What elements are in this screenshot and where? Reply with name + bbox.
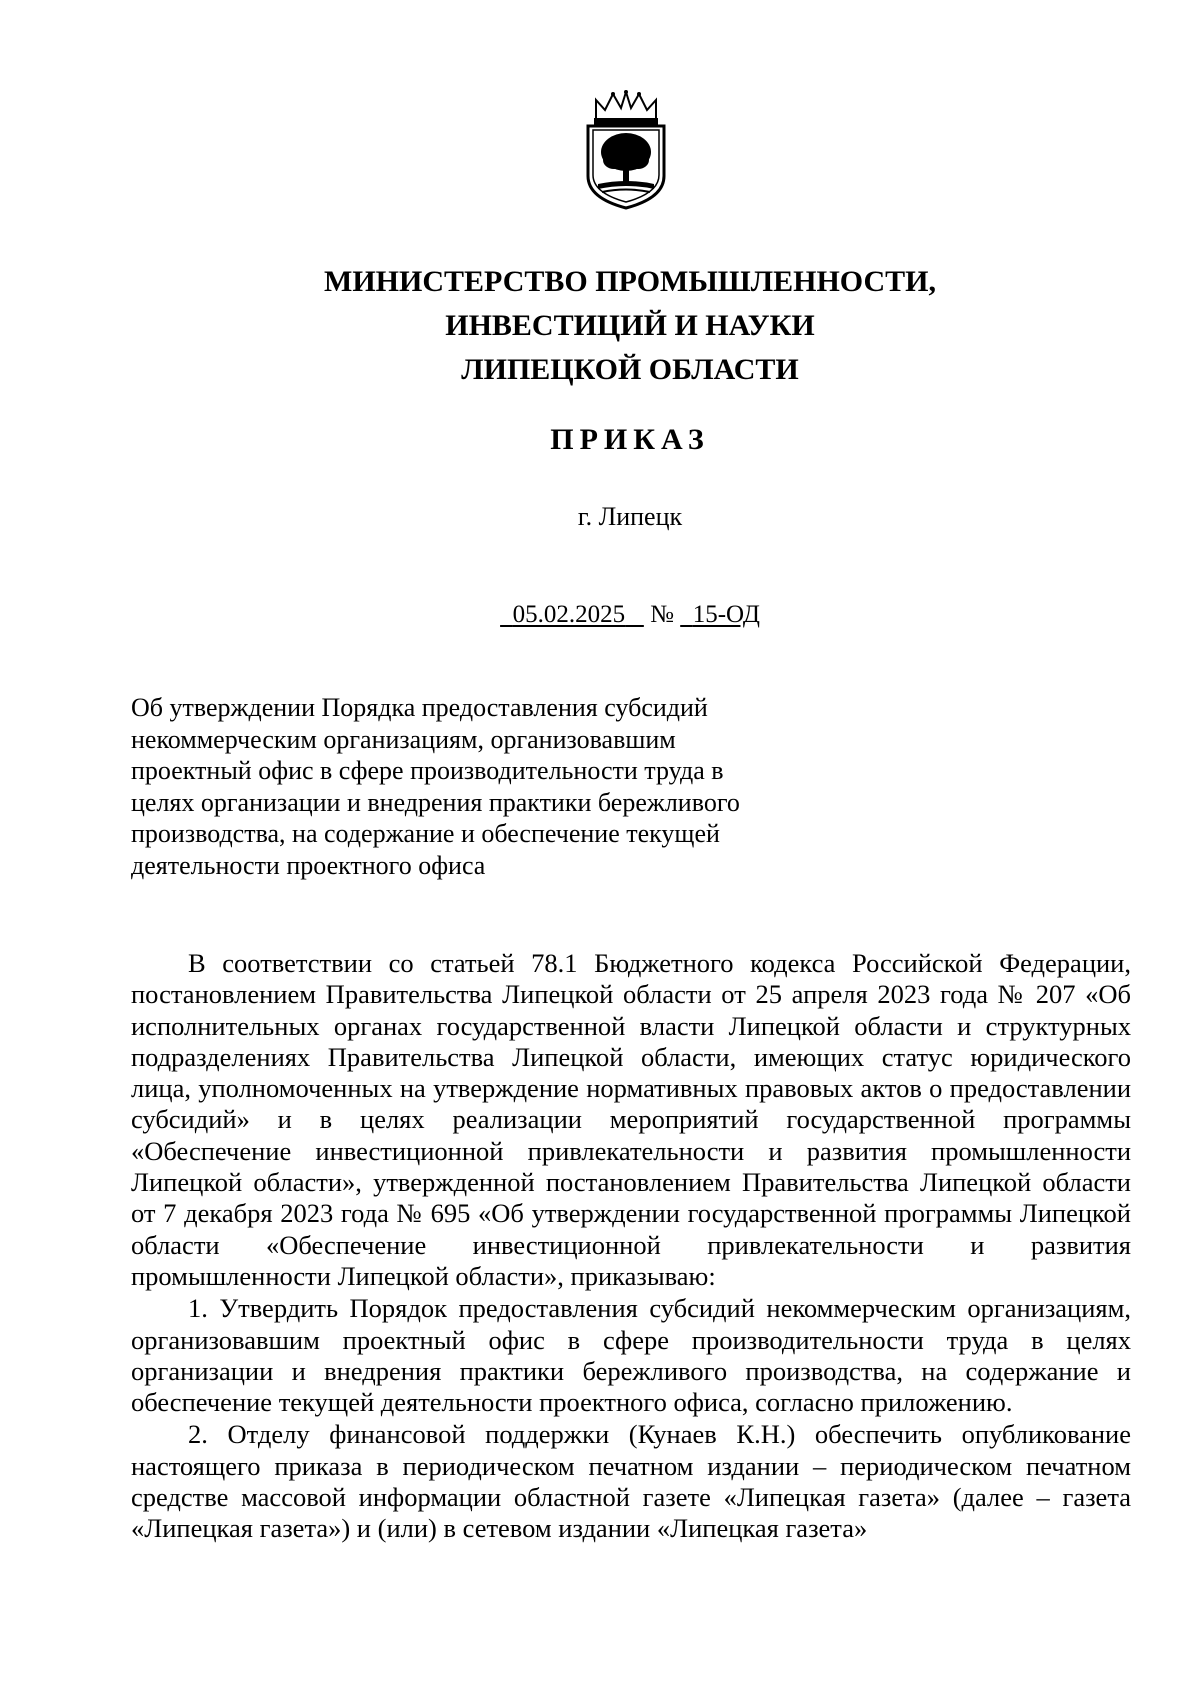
ministry-line-3: ЛИПЕЦКОЙ ОБЛАСТИ xyxy=(461,353,799,386)
ministry-line-1: МИНИСТЕРСТВО ПРОМЫШЛЕННОСТИ, xyxy=(324,265,936,298)
order-body xyxy=(131,948,1131,1545)
coat-of-arms-emblem xyxy=(578,90,674,212)
subject-line: деятельности проектного офиса xyxy=(131,850,486,880)
subject-line: целях организации и внедрения практики бережливого xyxy=(131,787,740,817)
subject-line: проектный офис в сфере производительности труда в xyxy=(131,756,724,785)
document-type: ПРИКАЗ xyxy=(550,423,710,456)
subject-line: Об утверждении Порядка предоставления субсидий xyxy=(131,693,708,722)
preamble-paragraph: В соответствии со статьей 78.1 Бюджетного кодекса Российской Федерации, постановлением Правительства Липецкой области от 25 апреля 2023 года № 207 «Об исполнительных органах государственной власти Липецкой области и структурных подразделениях Правительства Липецкой области, имеющих статус юридического лица, уполномоченных на утверждение нормативных правовых актов о предоставлении субсидий» и в целях реализации мероприятий государственной программы «Обеспечение инвестиционной привлекательности и развития промышленности Липецкой области», утвержденной постановлением Правительства Липецкой области от 7 декабря 2023 года № 695 «Об утверждении государственной программы Липецкой области «Обеспечение инвестиционной привлекательности и развития промышленности Липецкой области», приказываю: xyxy=(131,948,1131,1291)
ministry-line-2: ИНВЕСТИЦИЙ И НАУКИ xyxy=(445,309,815,342)
ministry-name xyxy=(0,260,1200,392)
date-number-line xyxy=(0,598,1200,632)
order-subject xyxy=(131,692,851,881)
subject-line: некоммерческим организациям, организовавшим xyxy=(131,724,676,754)
city-line: г. Липецк xyxy=(577,502,683,531)
order-date: 05.02.2025 xyxy=(512,601,626,628)
subject-line: производства, на содержание и обеспечение текущей xyxy=(131,819,720,848)
order-number: 15-ОД xyxy=(692,601,760,628)
clause-1-paragraph: 1. Утвердить Порядок предоставления субсидий некоммерческим организациям, организовавшим проектный офис в сфере производительности труда в целях организации и внедрения практики бережливого производства, на содержание и обеспечение текущей деятельности проектного офиса, согласно приложению. xyxy=(131,1293,1131,1418)
clause-2-paragraph: 2. Отделу финансовой поддержки (Кунаев К.Н.) обеспечить опубликование настоящего приказа в периодическом печатном издании – периодическом печатном средстве массовой информации областной газете «Липецкая газета» (далее – газета «Липецкая газета») и (или) в сетевом издании «Липецкая газета» xyxy=(131,1419,1131,1544)
number-sign: № xyxy=(650,601,674,628)
